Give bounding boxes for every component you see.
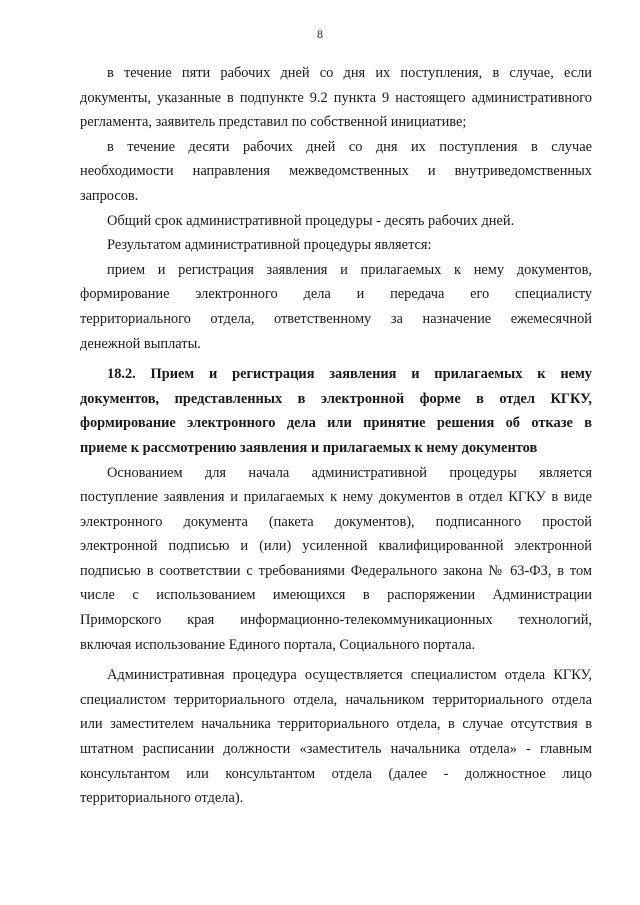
- text-line: электронного документа (пакета документов), подписанного простой: [80, 513, 592, 530]
- text-line: Результатом административной процедуры является:: [107, 237, 432, 254]
- text-line: подписью в соответствии с требованиями Федерального закона № 63-ФЗ, в том: [80, 562, 592, 579]
- text-line: консультантом или консультантом отдела (далее - должностное лицо: [80, 765, 592, 782]
- text-line: регламента, заявитель представил по собственной инициативе;: [80, 114, 467, 131]
- text-line: прием и регистрация заявления и прилагаемых к нему документов,: [107, 261, 592, 278]
- text-line: включая использование Единого портала, Социального портала.: [80, 636, 476, 653]
- section-heading-line: документов, представленных в электронной форме в отдел КГКУ,: [80, 390, 592, 407]
- section-heading-line: приеме к рассмотрению заявления и прилагаемых к нему документов: [80, 439, 538, 456]
- text-line: Приморского края информационно-телекоммуникационных технологий,: [80, 612, 592, 629]
- text-line: формирование электронного дела и передача его специалисту: [80, 286, 592, 303]
- text-line: территориального отдела).: [80, 790, 244, 807]
- text-line: необходимости направления межведомственных и внутриведомственных: [80, 163, 592, 180]
- text-line: в течение десяти рабочих дней со дня их поступления в случае: [107, 138, 592, 155]
- text-line: числе с использованием имеющихся в распоряжении Администрации: [80, 587, 592, 604]
- section-heading-line: 18.2. Прием и регистрация заявления и прилагаемых к нему: [107, 366, 592, 383]
- text-line: поступление заявления и прилагаемых к нему документов в отдел КГКУ в виде: [80, 489, 592, 506]
- text-line: или заместителем начальника территориального отдела, в случае отсутствия в: [80, 716, 592, 733]
- text-line: в течение пяти рабочих дней со дня их поступления, в случае, если: [107, 65, 592, 81]
- document-body: [80, 61, 592, 811]
- text-line: Общий срок административной процедуры - десять рабочих дней.: [107, 212, 515, 229]
- text-line: электронной подписью и (или) усиленной квалифицированной электронной: [80, 538, 592, 555]
- page-number: 8: [317, 27, 323, 41]
- text-line: Основанием для начала административной процедуры является: [107, 464, 592, 481]
- text-line: Административная процедура осуществляется специалистом отдела КГКУ,: [107, 667, 592, 684]
- text-line: запросов.: [80, 187, 139, 204]
- text-line: штатном расписании должности «заместитель начальника отдела» - главным: [80, 741, 592, 758]
- section-heading-line: формирование электронного дела или принятие решения об отказе в: [80, 415, 592, 432]
- text-line: денежной выплаты.: [80, 335, 201, 352]
- text-line: документы, указанные в подпункте 9.2 пункта 9 настоящего административного: [80, 89, 592, 106]
- text-line: территориального отдела, ответственному за назначение ежемесячной: [80, 310, 592, 327]
- text-line: специалистом территориального отдела, начальником территориального отдела: [80, 691, 592, 708]
